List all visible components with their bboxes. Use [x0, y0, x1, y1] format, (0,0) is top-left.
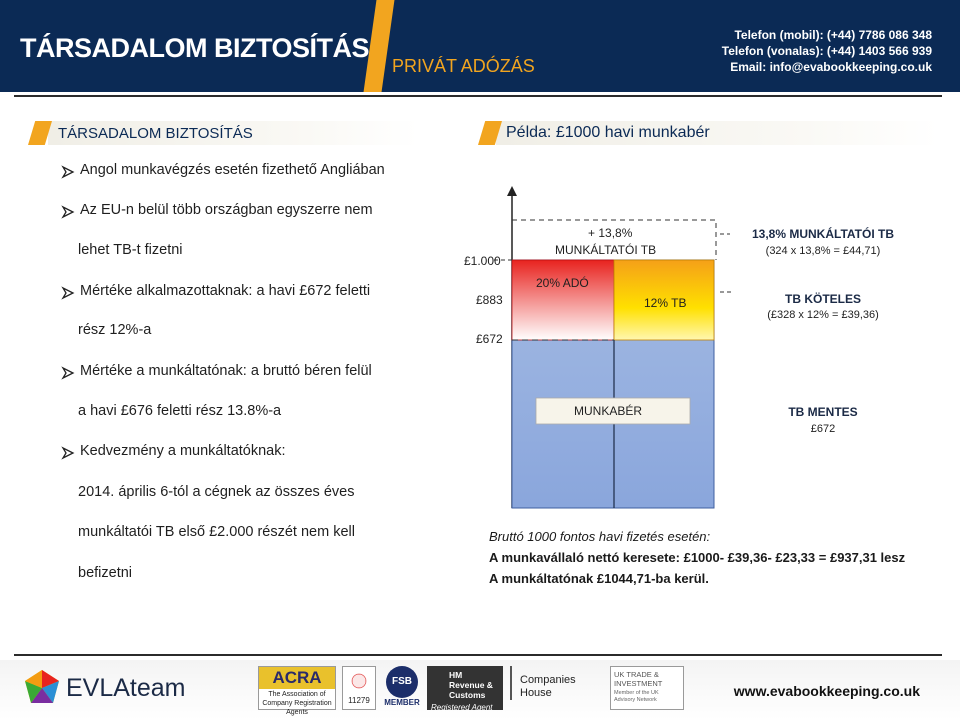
- ukti-badge-sub: Member of the UK Advisory Network: [614, 690, 659, 703]
- note-employer-cost: A munkáltatónak £1044,71-ba kerül.: [489, 571, 709, 586]
- employer-ni-note-title: 13,8% MUNKÁLTATÓI TB: [751, 227, 894, 241]
- note-net-pay: A munkavállaló nettó keresete: £1000- £39,36- £23,33 = £937,31 lesz: [489, 550, 906, 565]
- bullet-line-continuation: befizetni: [78, 565, 133, 581]
- right-section-title: [478, 121, 940, 145]
- employer-ni-label: MUNKÁLTATÓI TB: [555, 243, 657, 257]
- acra-badge: [258, 666, 336, 716]
- bullet-line: Kedvezmény a munkáltatóknak:: [80, 443, 286, 459]
- tax-segment: [512, 260, 614, 340]
- header-title: TÁRSADALOM BIZTOSÍTÁS: [20, 33, 369, 63]
- ni-label: 12% TB: [644, 296, 687, 310]
- bullet-line-continuation: a havi £676 feletti rész 13.8%-a: [78, 403, 282, 419]
- fsb-badge: [384, 666, 420, 710]
- acra-badge-text: ACRA: [259, 667, 335, 689]
- y-tick-label: £672: [476, 332, 503, 346]
- bullet-line-continuation: lehet TB-t fizetni: [78, 242, 183, 258]
- contact-info: [722, 27, 932, 75]
- bullet-line: Mértéke alkalmazottaknak: a havi £672 feletti: [80, 283, 371, 299]
- bullet-arrow-icon: [62, 367, 74, 379]
- footer-rule: [14, 654, 942, 656]
- left-title-text: TÁRSADALOM BIZTOSÍTÁS: [58, 125, 253, 142]
- employer-ni-note-calc: (324 x 13,8% = £44,71): [765, 245, 881, 257]
- free-note-title: TB MENTES: [788, 405, 858, 419]
- evla-logo-icon: [22, 668, 62, 708]
- logo-text: EVLAteam: [66, 674, 186, 702]
- bullet-arrow-icon: [62, 206, 74, 218]
- bullet-line: Mértéke a munkáltatónak: a bruttó béren felül: [80, 363, 372, 379]
- header-subtitle: PRIVÁT ADÓZÁS: [392, 56, 535, 76]
- salary-breakdown-chart: [438, 180, 948, 520]
- companies-house-badge: [510, 666, 576, 710]
- y-tick-label: £883: [476, 293, 503, 307]
- note-intro: Bruttó 1000 fontos havi fizetés esetén:: [489, 529, 711, 544]
- hmrc-badge-sub: Registered Agent: [431, 703, 493, 712]
- header-rule: [14, 95, 942, 97]
- y-axis-arrow: [507, 186, 517, 196]
- tax-label: 20% ADÓ: [536, 276, 589, 290]
- right-title-text: Példa: £1000 havi munkabér: [506, 124, 710, 141]
- employer-ni-percent: + 13,8%: [588, 226, 633, 240]
- phone-landline: Telefon (vonalas): (+44) 1403 566 939: [721, 44, 932, 58]
- fsb-badge-text: FSB: [386, 666, 418, 698]
- ukti-badge-text: UK TRADE & INVESTMENT: [614, 670, 663, 688]
- bullet-line: Az EU-n belül több országban egyszerre nem: [80, 202, 373, 218]
- member-badge-sub: 11279: [348, 696, 370, 705]
- bullet-line: Angol munkavégzés esetén fizethető Angliában: [80, 162, 385, 178]
- fsb-badge-sub: MEMBER: [384, 698, 420, 707]
- ukti-badge: [610, 666, 684, 710]
- acra-badge-sub: The Association of Company Registration Agents: [262, 691, 332, 716]
- header: [0, 0, 960, 92]
- left-section-title: [28, 121, 420, 145]
- hmrc-badge: [427, 666, 503, 710]
- hmrc-badge-text: HM Revenue & Customs: [449, 670, 493, 700]
- y-tick-label: £1.000: [464, 254, 501, 268]
- email-link[interactable]: Email: info@evabookkeeping.co.uk: [730, 60, 932, 74]
- companies-house-text: Companies House: [510, 666, 570, 700]
- ni-note-calc: (£328 x 12% = £39,36): [767, 309, 879, 321]
- salary-label: MUNKABÉR: [574, 404, 643, 418]
- bullet-line-continuation: munkáltatói TB első £2.000 részét nem kell: [78, 524, 355, 540]
- ni-note-title: TB KÖTELES: [784, 292, 861, 306]
- bullet-arrow-icon: [62, 287, 74, 299]
- bullet-arrow-icon: [62, 447, 74, 459]
- website-link[interactable]: www.evabookkeeping.co.uk: [733, 683, 920, 699]
- bullet-line-continuation: rész 12%-a: [78, 322, 152, 338]
- member-crest-icon: [343, 667, 375, 695]
- phone-mobile: Telefon (mobil): (+44) 7786 086 348: [734, 28, 932, 42]
- bullet-line-continuation: 2014. április 6-tól a cégnek az összes éves: [78, 484, 355, 500]
- free-note-value: £672: [810, 423, 836, 435]
- bullet-arrow-icon: [62, 166, 74, 178]
- member-badge: [342, 666, 376, 710]
